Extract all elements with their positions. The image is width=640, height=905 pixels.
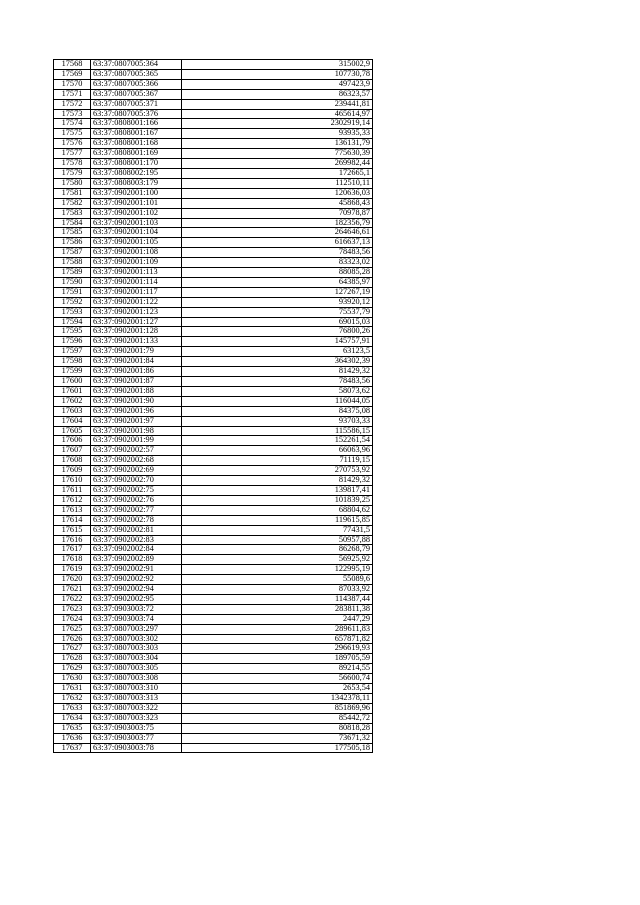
value-cell: 172665,1 bbox=[182, 168, 373, 178]
cadastral-number-cell: 63:37:0902001:123 bbox=[91, 307, 182, 317]
cadastral-number-cell: 63:37:0902001:97 bbox=[91, 416, 182, 426]
cadastral-number-cell: 63:37:0902002:77 bbox=[91, 505, 182, 515]
table-row bbox=[54, 248, 373, 258]
row-number-cell: 17634 bbox=[54, 713, 91, 723]
row-number-cell: 17605 bbox=[54, 426, 91, 436]
value-cell: 264646,61 bbox=[182, 228, 373, 238]
table-row bbox=[54, 277, 373, 287]
value-cell: 177505,18 bbox=[182, 743, 373, 753]
table-row bbox=[54, 168, 373, 178]
cadastral-number-cell: 63:37:0902002:76 bbox=[91, 495, 182, 505]
row-number-cell: 17613 bbox=[54, 505, 91, 515]
table-row bbox=[54, 396, 373, 406]
value-cell: 2302919,14 bbox=[182, 119, 373, 129]
table-row bbox=[54, 307, 373, 317]
cadastral-number-cell: 63:37:0807003:297 bbox=[91, 624, 182, 634]
table-row bbox=[54, 60, 373, 70]
cadastral-number-cell: 63:37:0807003:305 bbox=[91, 664, 182, 674]
cadastral-number-cell: 63:37:0902001:127 bbox=[91, 317, 182, 327]
row-number-cell: 17604 bbox=[54, 416, 91, 426]
cadastral-number-cell: 63:37:0902001:109 bbox=[91, 258, 182, 268]
value-cell: 56925,92 bbox=[182, 555, 373, 565]
table-row bbox=[54, 149, 373, 159]
row-number-cell: 17575 bbox=[54, 129, 91, 139]
cadastral-number-cell: 63:37:0902001:88 bbox=[91, 386, 182, 396]
row-number-cell: 17580 bbox=[54, 178, 91, 188]
row-number-cell: 17591 bbox=[54, 287, 91, 297]
table-row bbox=[54, 258, 373, 268]
cadastral-number-cell: 63:37:0808003:179 bbox=[91, 178, 182, 188]
table-row bbox=[54, 446, 373, 456]
value-cell: 76800,26 bbox=[182, 327, 373, 337]
row-number-cell: 17616 bbox=[54, 535, 91, 545]
row-number-cell: 17574 bbox=[54, 119, 91, 129]
cadastral-number-cell: 63:37:0902002:84 bbox=[91, 545, 182, 555]
row-number-cell: 17617 bbox=[54, 545, 91, 555]
cadastral-number-cell: 63:37:0902002:70 bbox=[91, 476, 182, 486]
cadastral-number-cell: 63:37:0902002:83 bbox=[91, 535, 182, 545]
cadastral-number-cell: 63:37:0808002:195 bbox=[91, 168, 182, 178]
value-cell: 93703,33 bbox=[182, 416, 373, 426]
row-number-cell: 17619 bbox=[54, 565, 91, 575]
row-number-cell: 17629 bbox=[54, 664, 91, 674]
table-row bbox=[54, 367, 373, 377]
cadastral-number-cell: 63:37:0807005:366 bbox=[91, 79, 182, 89]
table-row bbox=[54, 733, 373, 743]
cadastral-number-cell: 63:37:0902001:128 bbox=[91, 327, 182, 337]
value-cell: 497423,9 bbox=[182, 79, 373, 89]
value-cell: 75537,79 bbox=[182, 307, 373, 317]
cadastral-number-cell: 63:37:0903003:72 bbox=[91, 604, 182, 614]
value-cell: 68804,62 bbox=[182, 505, 373, 515]
cadastral-number-cell: 63:37:0807005:365 bbox=[91, 69, 182, 79]
row-number-cell: 17627 bbox=[54, 644, 91, 654]
table-row bbox=[54, 99, 373, 109]
cadastral-number-cell: 63:37:0902001:105 bbox=[91, 238, 182, 248]
table-row bbox=[54, 743, 373, 753]
cadastral-number-cell: 63:37:0902001:84 bbox=[91, 357, 182, 367]
table-row bbox=[54, 535, 373, 545]
cadastral-number-cell: 63:37:0902002:89 bbox=[91, 555, 182, 565]
row-number-cell: 17585 bbox=[54, 228, 91, 238]
value-cell: 145757,91 bbox=[182, 337, 373, 347]
value-cell: 116044,05 bbox=[182, 396, 373, 406]
row-number-cell: 17598 bbox=[54, 357, 91, 367]
table-row bbox=[54, 287, 373, 297]
value-cell: 66063,96 bbox=[182, 446, 373, 456]
table-body bbox=[54, 60, 373, 753]
row-number-cell: 17633 bbox=[54, 703, 91, 713]
table-row bbox=[54, 139, 373, 149]
row-number-cell: 17594 bbox=[54, 317, 91, 327]
cadastral-number-cell: 63:37:0902001:101 bbox=[91, 198, 182, 208]
row-number-cell: 17630 bbox=[54, 674, 91, 684]
value-cell: 45868,43 bbox=[182, 198, 373, 208]
row-number-cell: 17573 bbox=[54, 109, 91, 119]
row-number-cell: 17631 bbox=[54, 684, 91, 694]
value-cell: 315002,9 bbox=[182, 60, 373, 70]
row-number-cell: 17623 bbox=[54, 604, 91, 614]
table-row bbox=[54, 476, 373, 486]
value-cell: 269982,44 bbox=[182, 159, 373, 169]
value-cell: 189705,59 bbox=[182, 654, 373, 664]
table-row bbox=[54, 377, 373, 387]
row-number-cell: 17620 bbox=[54, 575, 91, 585]
table-row bbox=[54, 297, 373, 307]
value-cell: 93920,12 bbox=[182, 297, 373, 307]
table-row bbox=[54, 604, 373, 614]
table-row bbox=[54, 337, 373, 347]
value-cell: 127267,19 bbox=[182, 287, 373, 297]
row-number-cell: 17618 bbox=[54, 555, 91, 565]
table-row bbox=[54, 684, 373, 694]
row-number-cell: 17621 bbox=[54, 585, 91, 595]
row-number-cell: 17588 bbox=[54, 258, 91, 268]
table-row bbox=[54, 327, 373, 337]
table-row bbox=[54, 624, 373, 634]
table-row bbox=[54, 515, 373, 525]
table-row bbox=[54, 178, 373, 188]
row-number-cell: 17595 bbox=[54, 327, 91, 337]
value-cell: 70978,87 bbox=[182, 208, 373, 218]
row-number-cell: 17579 bbox=[54, 168, 91, 178]
row-number-cell: 17610 bbox=[54, 476, 91, 486]
value-cell: 73671,32 bbox=[182, 733, 373, 743]
row-number-cell: 17612 bbox=[54, 495, 91, 505]
value-cell: 69015,03 bbox=[182, 317, 373, 327]
cadastral-number-cell: 63:37:0902002:81 bbox=[91, 525, 182, 535]
table-row bbox=[54, 268, 373, 278]
value-cell: 465614,97 bbox=[182, 109, 373, 119]
table-row bbox=[54, 208, 373, 218]
value-cell: 283811,38 bbox=[182, 604, 373, 614]
cadastral-number-cell: 63:37:0807005:364 bbox=[91, 60, 182, 70]
value-cell: 77431,5 bbox=[182, 525, 373, 535]
row-number-cell: 17590 bbox=[54, 277, 91, 287]
row-number-cell: 17626 bbox=[54, 634, 91, 644]
cadastral-number-cell: 63:37:0808001:168 bbox=[91, 139, 182, 149]
value-cell: 122995,19 bbox=[182, 565, 373, 575]
value-cell: 2653,54 bbox=[182, 684, 373, 694]
value-cell: 114387,44 bbox=[182, 594, 373, 604]
row-number-cell: 17571 bbox=[54, 89, 91, 99]
row-number-cell: 17587 bbox=[54, 248, 91, 258]
table-row bbox=[54, 436, 373, 446]
value-cell: 80818,28 bbox=[182, 723, 373, 733]
value-cell: 63123,5 bbox=[182, 347, 373, 357]
row-number-cell: 17601 bbox=[54, 386, 91, 396]
cadastral-number-cell: 63:37:0807003:323 bbox=[91, 713, 182, 723]
table-row bbox=[54, 614, 373, 624]
cadastral-number-cell: 63:37:0807003:303 bbox=[91, 644, 182, 654]
cadastral-number-cell: 63:37:0808001:169 bbox=[91, 149, 182, 159]
row-number-cell: 17569 bbox=[54, 69, 91, 79]
value-cell: 119615,85 bbox=[182, 515, 373, 525]
row-number-cell: 17584 bbox=[54, 218, 91, 228]
table-row bbox=[54, 89, 373, 99]
value-cell: 58073,62 bbox=[182, 386, 373, 396]
table-row bbox=[54, 129, 373, 139]
value-cell: 107730,78 bbox=[182, 69, 373, 79]
row-number-cell: 17600 bbox=[54, 377, 91, 387]
cadastral-number-cell: 63:37:0902001:100 bbox=[91, 188, 182, 198]
row-number-cell: 17637 bbox=[54, 743, 91, 753]
cadastral-number-cell: 63:37:0902001:98 bbox=[91, 426, 182, 436]
row-number-cell: 17608 bbox=[54, 456, 91, 466]
cadastral-number-cell: 63:37:0807003:304 bbox=[91, 654, 182, 664]
cadastral-number-cell: 63:37:0903003:74 bbox=[91, 614, 182, 624]
table-row bbox=[54, 545, 373, 555]
value-cell: 1342378,11 bbox=[182, 694, 373, 704]
table-row bbox=[54, 594, 373, 604]
value-cell: 112510,11 bbox=[182, 178, 373, 188]
table-row bbox=[54, 188, 373, 198]
table-row bbox=[54, 357, 373, 367]
value-cell: 270753,92 bbox=[182, 466, 373, 476]
cadastral-number-cell: 63:37:0902001:99 bbox=[91, 436, 182, 446]
row-number-cell: 17607 bbox=[54, 446, 91, 456]
row-number-cell: 17583 bbox=[54, 208, 91, 218]
value-cell: 55089,6 bbox=[182, 575, 373, 585]
table-row bbox=[54, 713, 373, 723]
cadastral-number-cell: 63:37:0903003:77 bbox=[91, 733, 182, 743]
row-number-cell: 17609 bbox=[54, 466, 91, 476]
value-cell: 88085,28 bbox=[182, 268, 373, 278]
table-row bbox=[54, 406, 373, 416]
cadastral-number-cell: 63:37:0902002:94 bbox=[91, 585, 182, 595]
table-row bbox=[54, 69, 373, 79]
cadastral-number-cell: 63:37:0808001:166 bbox=[91, 119, 182, 129]
value-cell: 851869,96 bbox=[182, 703, 373, 713]
cadastral-number-cell: 63:37:0903003:75 bbox=[91, 723, 182, 733]
table-row bbox=[54, 109, 373, 119]
row-number-cell: 17622 bbox=[54, 594, 91, 604]
table-row bbox=[54, 386, 373, 396]
table-row bbox=[54, 466, 373, 476]
cadastral-number-cell: 63:37:0902001:117 bbox=[91, 287, 182, 297]
table-row bbox=[54, 456, 373, 466]
value-cell: 775630,39 bbox=[182, 149, 373, 159]
table-row bbox=[54, 575, 373, 585]
table-row bbox=[54, 505, 373, 515]
value-cell: 239441,81 bbox=[182, 99, 373, 109]
row-number-cell: 17606 bbox=[54, 436, 91, 446]
row-number-cell: 17578 bbox=[54, 159, 91, 169]
value-cell: 87033,92 bbox=[182, 585, 373, 595]
row-number-cell: 17602 bbox=[54, 396, 91, 406]
row-number-cell: 17586 bbox=[54, 238, 91, 248]
row-number-cell: 17589 bbox=[54, 268, 91, 278]
value-cell: 120636,03 bbox=[182, 188, 373, 198]
row-number-cell: 17592 bbox=[54, 297, 91, 307]
row-number-cell: 17624 bbox=[54, 614, 91, 624]
cadastral-number-cell: 63:37:0902001:90 bbox=[91, 396, 182, 406]
cadastral-number-cell: 63:37:0902002:57 bbox=[91, 446, 182, 456]
cadastral-number-cell: 63:37:0807005:371 bbox=[91, 99, 182, 109]
table-row bbox=[54, 228, 373, 238]
table-row bbox=[54, 703, 373, 713]
table-row bbox=[54, 416, 373, 426]
value-cell: 296619,93 bbox=[182, 644, 373, 654]
table-row bbox=[54, 644, 373, 654]
row-number-cell: 17593 bbox=[54, 307, 91, 317]
cadastral-number-cell: 63:37:0807003:308 bbox=[91, 674, 182, 684]
table-row bbox=[54, 723, 373, 733]
table-row bbox=[54, 238, 373, 248]
value-cell: 289611,83 bbox=[182, 624, 373, 634]
value-cell: 71119,15 bbox=[182, 456, 373, 466]
cadastral-number-cell: 63:37:0902002:69 bbox=[91, 466, 182, 476]
table-row bbox=[54, 565, 373, 575]
value-cell: 86268,79 bbox=[182, 545, 373, 555]
table-row bbox=[54, 634, 373, 644]
cadastral-number-cell: 63:37:0807003:302 bbox=[91, 634, 182, 644]
value-cell: 657871,82 bbox=[182, 634, 373, 644]
row-number-cell: 17628 bbox=[54, 654, 91, 664]
table-row bbox=[54, 585, 373, 595]
row-number-cell: 17581 bbox=[54, 188, 91, 198]
cadastral-number-cell: 63:37:0903003:78 bbox=[91, 743, 182, 753]
table-row bbox=[54, 525, 373, 535]
table-row bbox=[54, 674, 373, 684]
table-row bbox=[54, 654, 373, 664]
table-row bbox=[54, 555, 373, 565]
table-row bbox=[54, 485, 373, 495]
value-cell: 78483,56 bbox=[182, 248, 373, 258]
cadastral-number-cell: 63:37:0807005:367 bbox=[91, 89, 182, 99]
value-cell: 81429,32 bbox=[182, 367, 373, 377]
cadastral-number-cell: 63:37:0902001:122 bbox=[91, 297, 182, 307]
cadastral-number-cell: 63:37:0902002:75 bbox=[91, 485, 182, 495]
cadastral-number-cell: 63:37:0902001:108 bbox=[91, 248, 182, 258]
row-number-cell: 17625 bbox=[54, 624, 91, 634]
table-row bbox=[54, 694, 373, 704]
row-number-cell: 17615 bbox=[54, 525, 91, 535]
value-cell: 64385,97 bbox=[182, 277, 373, 287]
table-row bbox=[54, 79, 373, 89]
cadastral-number-cell: 63:37:0807005:376 bbox=[91, 109, 182, 119]
value-cell: 50957,88 bbox=[182, 535, 373, 545]
cadastral-number-cell: 63:37:0902001:96 bbox=[91, 406, 182, 416]
row-number-cell: 17597 bbox=[54, 347, 91, 357]
cadastral-number-cell: 63:37:0808001:170 bbox=[91, 159, 182, 169]
table-row bbox=[54, 119, 373, 129]
cadastral-number-cell: 63:37:0902002:68 bbox=[91, 456, 182, 466]
value-cell: 101839,25 bbox=[182, 495, 373, 505]
table-row bbox=[54, 426, 373, 436]
row-number-cell: 17635 bbox=[54, 723, 91, 733]
cadastral-number-cell: 63:37:0807003:310 bbox=[91, 684, 182, 694]
table-row bbox=[54, 198, 373, 208]
value-cell: 136131,79 bbox=[182, 139, 373, 149]
row-number-cell: 17568 bbox=[54, 60, 91, 70]
cadastral-number-cell: 63:37:0902001:133 bbox=[91, 337, 182, 347]
table-row bbox=[54, 317, 373, 327]
row-number-cell: 17632 bbox=[54, 694, 91, 704]
row-number-cell: 17582 bbox=[54, 198, 91, 208]
value-cell: 83323,02 bbox=[182, 258, 373, 268]
value-cell: 364302,39 bbox=[182, 357, 373, 367]
value-cell: 86323,57 bbox=[182, 89, 373, 99]
value-cell: 93935,33 bbox=[182, 129, 373, 139]
table-row bbox=[54, 159, 373, 169]
value-cell: 85442,72 bbox=[182, 713, 373, 723]
value-cell: 139817,41 bbox=[182, 485, 373, 495]
row-number-cell: 17576 bbox=[54, 139, 91, 149]
cadastral-number-cell: 63:37:0807003:322 bbox=[91, 703, 182, 713]
value-cell: 115586,15 bbox=[182, 426, 373, 436]
row-number-cell: 17570 bbox=[54, 79, 91, 89]
cadastral-number-cell: 63:37:0807003:313 bbox=[91, 694, 182, 704]
row-number-cell: 17614 bbox=[54, 515, 91, 525]
value-cell: 84375,08 bbox=[182, 406, 373, 416]
cadastral-number-cell: 63:37:0902001:87 bbox=[91, 377, 182, 387]
cadastral-number-cell: 63:37:0902002:92 bbox=[91, 575, 182, 585]
row-number-cell: 17611 bbox=[54, 485, 91, 495]
value-cell: 56600,74 bbox=[182, 674, 373, 684]
table-row bbox=[54, 347, 373, 357]
row-number-cell: 17599 bbox=[54, 367, 91, 377]
row-number-cell: 17636 bbox=[54, 733, 91, 743]
value-cell: 152261,54 bbox=[182, 436, 373, 446]
cadastral-number-cell: 63:37:0902001:114 bbox=[91, 277, 182, 287]
value-cell: 182356,79 bbox=[182, 218, 373, 228]
table-row bbox=[54, 495, 373, 505]
table-row bbox=[54, 664, 373, 674]
cadastral-number-cell: 63:37:0902002:78 bbox=[91, 515, 182, 525]
cadastral-number-cell: 63:37:0902001:103 bbox=[91, 218, 182, 228]
value-cell: 81429,32 bbox=[182, 476, 373, 486]
value-cell: 89214,55 bbox=[182, 664, 373, 674]
value-cell: 616637,13 bbox=[182, 238, 373, 248]
row-number-cell: 17572 bbox=[54, 99, 91, 109]
value-cell: 78483,56 bbox=[182, 377, 373, 387]
cadastral-number-cell: 63:37:0902001:113 bbox=[91, 268, 182, 278]
value-cell: 2447,29 bbox=[182, 614, 373, 624]
cadastral-number-cell: 63:37:0808001:167 bbox=[91, 129, 182, 139]
row-number-cell: 17577 bbox=[54, 149, 91, 159]
table-row bbox=[54, 218, 373, 228]
cadastral-value-table bbox=[53, 59, 373, 753]
cadastral-number-cell: 63:37:0902001:104 bbox=[91, 228, 182, 238]
cadastral-number-cell: 63:37:0902002:91 bbox=[91, 565, 182, 575]
cadastral-number-cell: 63:37:0902002:95 bbox=[91, 594, 182, 604]
cadastral-number-cell: 63:37:0902001:86 bbox=[91, 367, 182, 377]
cadastral-number-cell: 63:37:0902001:79 bbox=[91, 347, 182, 357]
row-number-cell: 17603 bbox=[54, 406, 91, 416]
cadastral-number-cell: 63:37:0902001:102 bbox=[91, 208, 182, 218]
row-number-cell: 17596 bbox=[54, 337, 91, 347]
